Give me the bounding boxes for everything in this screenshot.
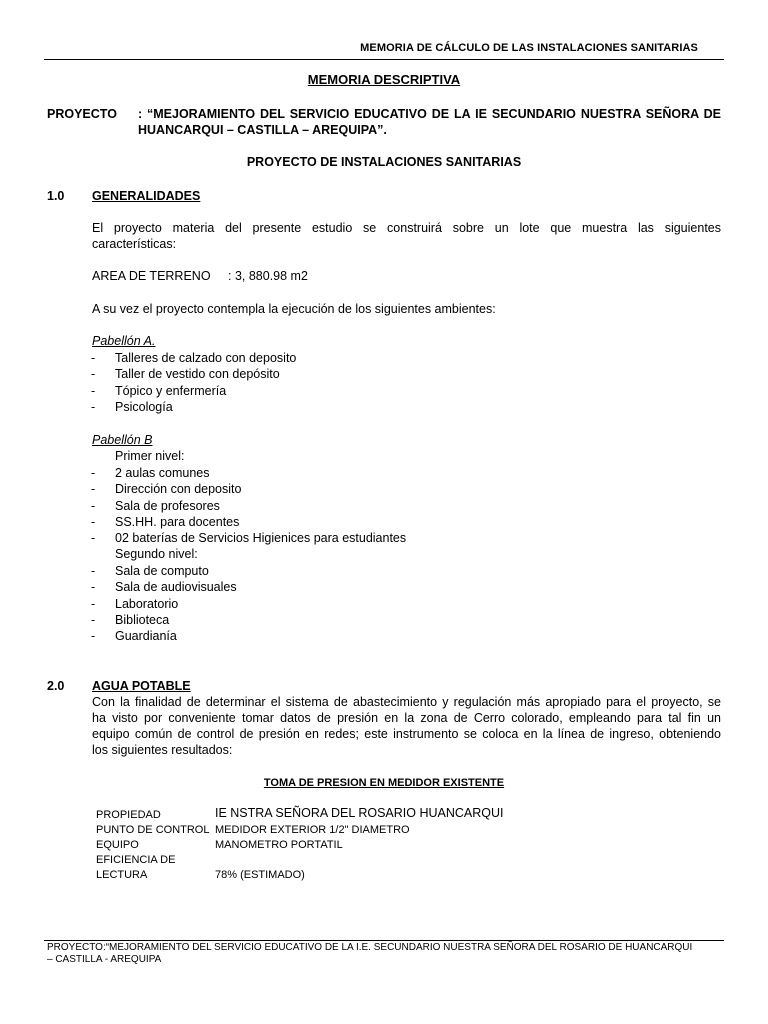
agua-para-line4: los siguientes resultados:: [92, 743, 233, 757]
segundo-nivel-list: [91, 563, 237, 644]
list-item: - Dirección con deposito: [91, 482, 242, 497]
list-item: - 02 baterías de Servicios Higienices para estudiantes: [91, 531, 407, 546]
list-item: - Biblioteca: [91, 612, 170, 627]
table-row: [96, 853, 503, 868]
table-cell-value: IE NSTRA SEÑORA DEL ROSARIO HUANCARQUI: [215, 806, 504, 820]
table-cell-label: LECTURA: [96, 869, 148, 881]
table-cell-value: MEDIDOR EXTERIOR 1/2" DIAMETRO: [215, 824, 410, 836]
header-rule: [44, 59, 724, 60]
table-row: [96, 868, 503, 883]
section-1-title: GENERALIDADES: [92, 189, 201, 203]
running-header: MEMORIA DE CÁLCULO DE LAS INSTALACIONES SANITARIAS: [360, 42, 698, 54]
section-1-number: 1.0: [47, 189, 65, 203]
footer-line1: PROYECTO:“MEJORAMIENTO DEL SERVICIO EDUCATIVO DE LA I.E. SECUNDARIO NUESTRA SEÑORA DEL ROSARIO DE HUANCARQUI: [47, 942, 693, 953]
pabellon-a-title: Pabellón A.: [92, 334, 156, 348]
intro-line1: El proyecto materia del presente estudio se construirá sobre un lote que muestra las siguientes: [92, 221, 721, 235]
pressure-table: [96, 806, 503, 883]
footer: [47, 942, 727, 966]
list-item: - Sala de profesores: [91, 498, 220, 513]
footer-line2: – CASTILLA - AREQUIPA: [47, 954, 162, 965]
table-row: [96, 838, 503, 853]
table-cell-label: EQUIPO: [96, 839, 139, 851]
table-cell-value: [215, 853, 503, 868]
table-cell-label: PROPIEDAD: [96, 809, 161, 821]
list-item: - Guardianía: [91, 629, 177, 644]
proyecto-name-line1: “MEJORAMIENTO DEL SERVICIO EDUCATIVO DE LA IE SECUNDARIO NUESTRA SEÑORA DE: [147, 107, 721, 121]
list-item: - Taller de vestido con depósito: [91, 367, 280, 382]
intro-line2: características:: [92, 237, 177, 251]
pabellon-a-list: [91, 350, 296, 415]
table-cell-value: MANOMETRO PORTATIL: [215, 839, 343, 851]
list-item: - Sala de computo: [91, 564, 209, 578]
table-title: TOMA DE PRESION EN MEDIDOR EXISTENTE: [263, 777, 505, 789]
list-item: - Talleres de calzado con deposito: [91, 351, 297, 365]
section-2-number: 2.0: [47, 679, 65, 693]
agua-para-line2: ha visto por conveniente tomar datos de presión en la zona de Cerro colorado, empleando para tal fin un: [92, 711, 721, 725]
table-cell-value: 78% (ESTIMADO): [215, 869, 305, 881]
pabellon-b-title: Pabellón B: [92, 433, 153, 447]
document-title: MEMORIA DESCRIPTIVA: [307, 72, 461, 87]
proyecto-colon: :: [138, 107, 143, 121]
proyecto-label: PROYECTO: [47, 107, 117, 121]
table-cell-label: EFICIENCIA DE: [96, 854, 176, 866]
table-cell-label: PUNTO DE CONTROL: [96, 824, 210, 836]
agua-para-line3: equipo común de control de presión en redes; este instrumento se coloca en la línea de ingreso, obteniendo: [92, 727, 721, 741]
list-item: - Sala de audiovisuales: [91, 580, 237, 595]
table-row: [96, 806, 503, 823]
list-item: - 2 aulas comunes: [91, 466, 210, 480]
agua-para-line1: Con la finalidad de determinar el sistema de abastecimiento y regulación más apropiado para el proyecto, se: [92, 695, 721, 709]
ambientes-text: A su vez el proyecto contempla la ejecución de los siguientes ambientes:: [92, 302, 496, 316]
area-value: : 3, 880.98 m2: [228, 269, 308, 283]
list-item: - Tópico y enfermería: [91, 383, 227, 398]
list-item: - Laboratorio: [91, 596, 179, 611]
subtitle: PROYECTO DE INSTALACIONES SANITARIAS: [246, 155, 522, 169]
area-label: AREA DE TERRENO: [92, 269, 211, 283]
table-row: [96, 823, 503, 838]
list-item: - Psicología: [91, 399, 173, 414]
list-item: - SS.HH. para docentes: [91, 514, 240, 529]
proyecto-name-line2: HUANCARQUI – CASTILLA – AREQUIPA”.: [138, 123, 387, 137]
section-2-title: AGUA POTABLE: [92, 679, 191, 693]
primer-nivel-list: [91, 465, 406, 546]
segundo-nivel-label: Segundo nivel:: [115, 547, 198, 561]
primer-nivel-label: Primer nivel:: [115, 449, 185, 463]
footer-rule: [44, 940, 724, 941]
